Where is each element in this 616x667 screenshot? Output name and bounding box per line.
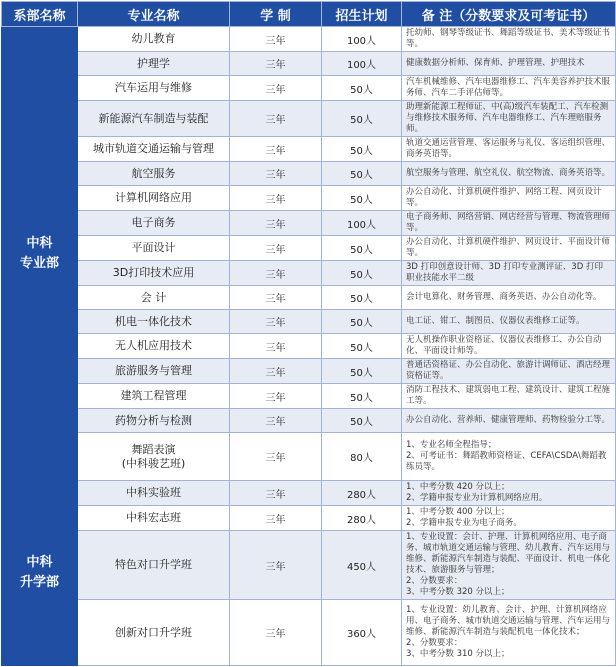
major-name-cell: 平面设计 (78, 236, 230, 261)
plan-cell: 280人 (322, 506, 402, 531)
plan-cell: 100人 (322, 52, 402, 76)
plan-cell: 50人 (322, 409, 402, 433)
years-cell: 三年 (230, 433, 322, 481)
plan-cell: 100人 (322, 27, 402, 52)
plan-cell: 80人 (322, 433, 402, 481)
note-cell: 1、中考分数 400 分以上； 2、学籍申报专业为电子商务。 (402, 506, 616, 531)
major-name-cell: 护理学 (78, 52, 230, 76)
dept-name-cell: 中科 专业部 (2, 27, 78, 481)
plan-cell: 50人 (322, 186, 402, 211)
years-cell: 三年 (230, 531, 322, 600)
note-cell: 电子商务师、网络营销、网店经营与管理、物流管理师等。 (402, 211, 616, 236)
years-cell: 三年 (230, 409, 322, 433)
note-cell: 健康数据分析师、保育师、护理管理、护理技术 (402, 52, 616, 76)
note-cell: 1、专业设置：会计、护理、计算机网络应用、电子商务、城市轨道交通运输与管理、幼儿教育、汽车运用与维修、新能源汽车制造与装配、平面设计、机电一体化技术、旅游服务与管理； 2、分数要求： 3、中考分数 320 分以上； (402, 531, 616, 600)
plan-cell: 50人 (322, 310, 402, 334)
header-note: 备 注（分数要求及可考证书） (402, 2, 616, 27)
table-row (2, 27, 616, 52)
plan-cell: 50人 (322, 359, 402, 384)
major-name-cell: 航空服务 (78, 162, 230, 186)
table-row (2, 162, 616, 186)
table-row (2, 137, 616, 162)
years-cell: 三年 (230, 334, 322, 359)
table-row (2, 359, 616, 384)
table-row (2, 600, 616, 666)
plan-cell: 50人 (322, 236, 402, 261)
note-cell: 托幼师、钢琴等级证书、舞蹈等级证书、美术等级证书等。 (402, 27, 616, 52)
note-cell: 1、中考分数 420 分以上； 2、学籍申报专业为计算机网络应用。 (402, 481, 616, 506)
table-body (2, 27, 616, 666)
table-row (2, 186, 616, 211)
years-cell: 三年 (230, 186, 322, 211)
table-row (2, 101, 616, 137)
major-name-cell: 电子商务 (78, 211, 230, 236)
header-dept: 系部名称 (2, 2, 78, 27)
years-cell: 三年 (230, 162, 322, 186)
table-row (2, 76, 616, 101)
plan-cell: 50人 (322, 162, 402, 186)
major-name-cell: 3D打印技术应用 (78, 261, 230, 286)
dept-name-cell: 中科 升学部 (2, 481, 78, 666)
major-name-cell: 创新对口升学班 (78, 600, 230, 666)
table-row (2, 409, 616, 433)
plan-cell: 50人 (322, 76, 402, 101)
years-cell: 三年 (230, 137, 322, 162)
note-cell: 1、专业设置：幼儿教育、会计、护理、计算机网络应用、电子商务、城市轨道交通运输与管理、汽车运用与维修、新能源汽车制造与装配机电一体化技术； 2、分数要求： 3、中考分数 310 分以上； (402, 600, 616, 666)
note-cell: 航空服务与管理、航空礼仪、航空物流、商务英语等。 (402, 162, 616, 186)
note-cell: 3D 打印创意设计师、3D 打印专业测评证、3D 打印职业技能水平二级 (402, 261, 616, 286)
table-row (2, 310, 616, 334)
header-major: 专业名称 (78, 2, 230, 27)
table-row (2, 334, 616, 359)
major-name-cell: 旅游服务与管理 (78, 359, 230, 384)
note-cell: 办公自动化、计算机硬件维护、网页设计、平面设计师等。 (402, 236, 616, 261)
major-name-cell: 会 计 (78, 286, 230, 310)
note-cell: 电工证、钳工、制图员、仪器仪表维修工证等。 (402, 310, 616, 334)
major-name-cell: 建筑工程管理 (78, 384, 230, 409)
major-name-cell: 幼儿教育 (78, 27, 230, 52)
header-plan: 招生计划 (322, 2, 402, 27)
major-name-cell: 无人机应用技术 (78, 334, 230, 359)
table-row (2, 506, 616, 531)
years-cell: 三年 (230, 506, 322, 531)
years-cell: 三年 (230, 76, 322, 101)
major-name-cell: 新能源汽车制造与装配 (78, 101, 230, 137)
note-cell: 助理新能源工程师证、中(高)级汽车装配工、汽车检测与维修技术服务师、汽车电器维修工、汽车理赔服务师。 (402, 101, 616, 137)
note-cell: 会计电算化、财务管理、商务英语、办公自动化等。 (402, 286, 616, 310)
plan-cell: 50人 (322, 261, 402, 286)
years-cell: 三年 (230, 52, 322, 76)
plan-cell: 280人 (322, 481, 402, 506)
major-name-cell: 舞蹈表演 (中科骏艺班) (78, 433, 230, 481)
major-name-cell: 药物分析与检测 (78, 409, 230, 433)
header-row (2, 2, 616, 27)
years-cell: 三年 (230, 600, 322, 666)
enrollment-table (1, 1, 616, 666)
major-name-cell: 特色对口升学班 (78, 531, 230, 600)
plan-cell: 100人 (322, 211, 402, 236)
note-cell: 办公自动化、营养师、健康管理师、药物检验分工等。 (402, 409, 616, 433)
plan-cell: 50人 (322, 137, 402, 162)
note-cell: 办公自动化、计算机硬件维护、网络工程、网页设计等。 (402, 186, 616, 211)
note-cell: 无人机操作职业资格证、仪器仪表维修工、办公自动化、平面设计师等。 (402, 334, 616, 359)
plan-cell: 50人 (322, 334, 402, 359)
plan-cell: 360人 (322, 600, 402, 666)
major-name-cell: 中科宏志班 (78, 506, 230, 531)
plan-cell: 50人 (322, 384, 402, 409)
table-row (2, 261, 616, 286)
years-cell: 三年 (230, 310, 322, 334)
major-name-cell: 汽车运用与维修 (78, 76, 230, 101)
header-years: 学 制 (230, 2, 322, 27)
plan-cell: 450人 (322, 531, 402, 600)
plan-cell: 50人 (322, 101, 402, 137)
plan-cell: 50人 (322, 286, 402, 310)
note-cell: 消防工程技术、建筑弱电工程、建筑设计、建筑工程施工等。 (402, 384, 616, 409)
years-cell: 三年 (230, 481, 322, 506)
table-row (2, 236, 616, 261)
table-row (2, 531, 616, 600)
note-cell: 普通话资格证、办公自动化、旅游计调师证、酒店经理资格证等。 (402, 359, 616, 384)
major-name-cell: 中科实验班 (78, 481, 230, 506)
years-cell: 三年 (230, 286, 322, 310)
table-row (2, 211, 616, 236)
years-cell: 三年 (230, 211, 322, 236)
note-cell: 汽车机械维修、汽车电器维修工、汽车美容养护技术服务师、汽车二手评估师等。 (402, 76, 616, 101)
table-row (2, 384, 616, 409)
years-cell: 三年 (230, 384, 322, 409)
major-name-cell: 计算机网络应用 (78, 186, 230, 211)
years-cell: 三年 (230, 359, 322, 384)
years-cell: 三年 (230, 261, 322, 286)
table-row (2, 52, 616, 76)
major-name-cell: 机电一体化技术 (78, 310, 230, 334)
table-row (2, 286, 616, 310)
note-cell: 1、专业名师全程指导； 2、可考证书：舞蹈教师资格证、CEFA\CSDA\舞蹈教练员等。 (402, 433, 616, 481)
years-cell: 三年 (230, 27, 322, 52)
table-row (2, 481, 616, 506)
years-cell: 三年 (230, 101, 322, 137)
years-cell: 三年 (230, 236, 322, 261)
note-cell: 轨道交通运营管理、客运服务与礼仪、客运组织管理、商务英语等。 (402, 137, 616, 162)
major-name-cell: 城市轨道交通运输与管理 (78, 137, 230, 162)
table-row (2, 433, 616, 481)
